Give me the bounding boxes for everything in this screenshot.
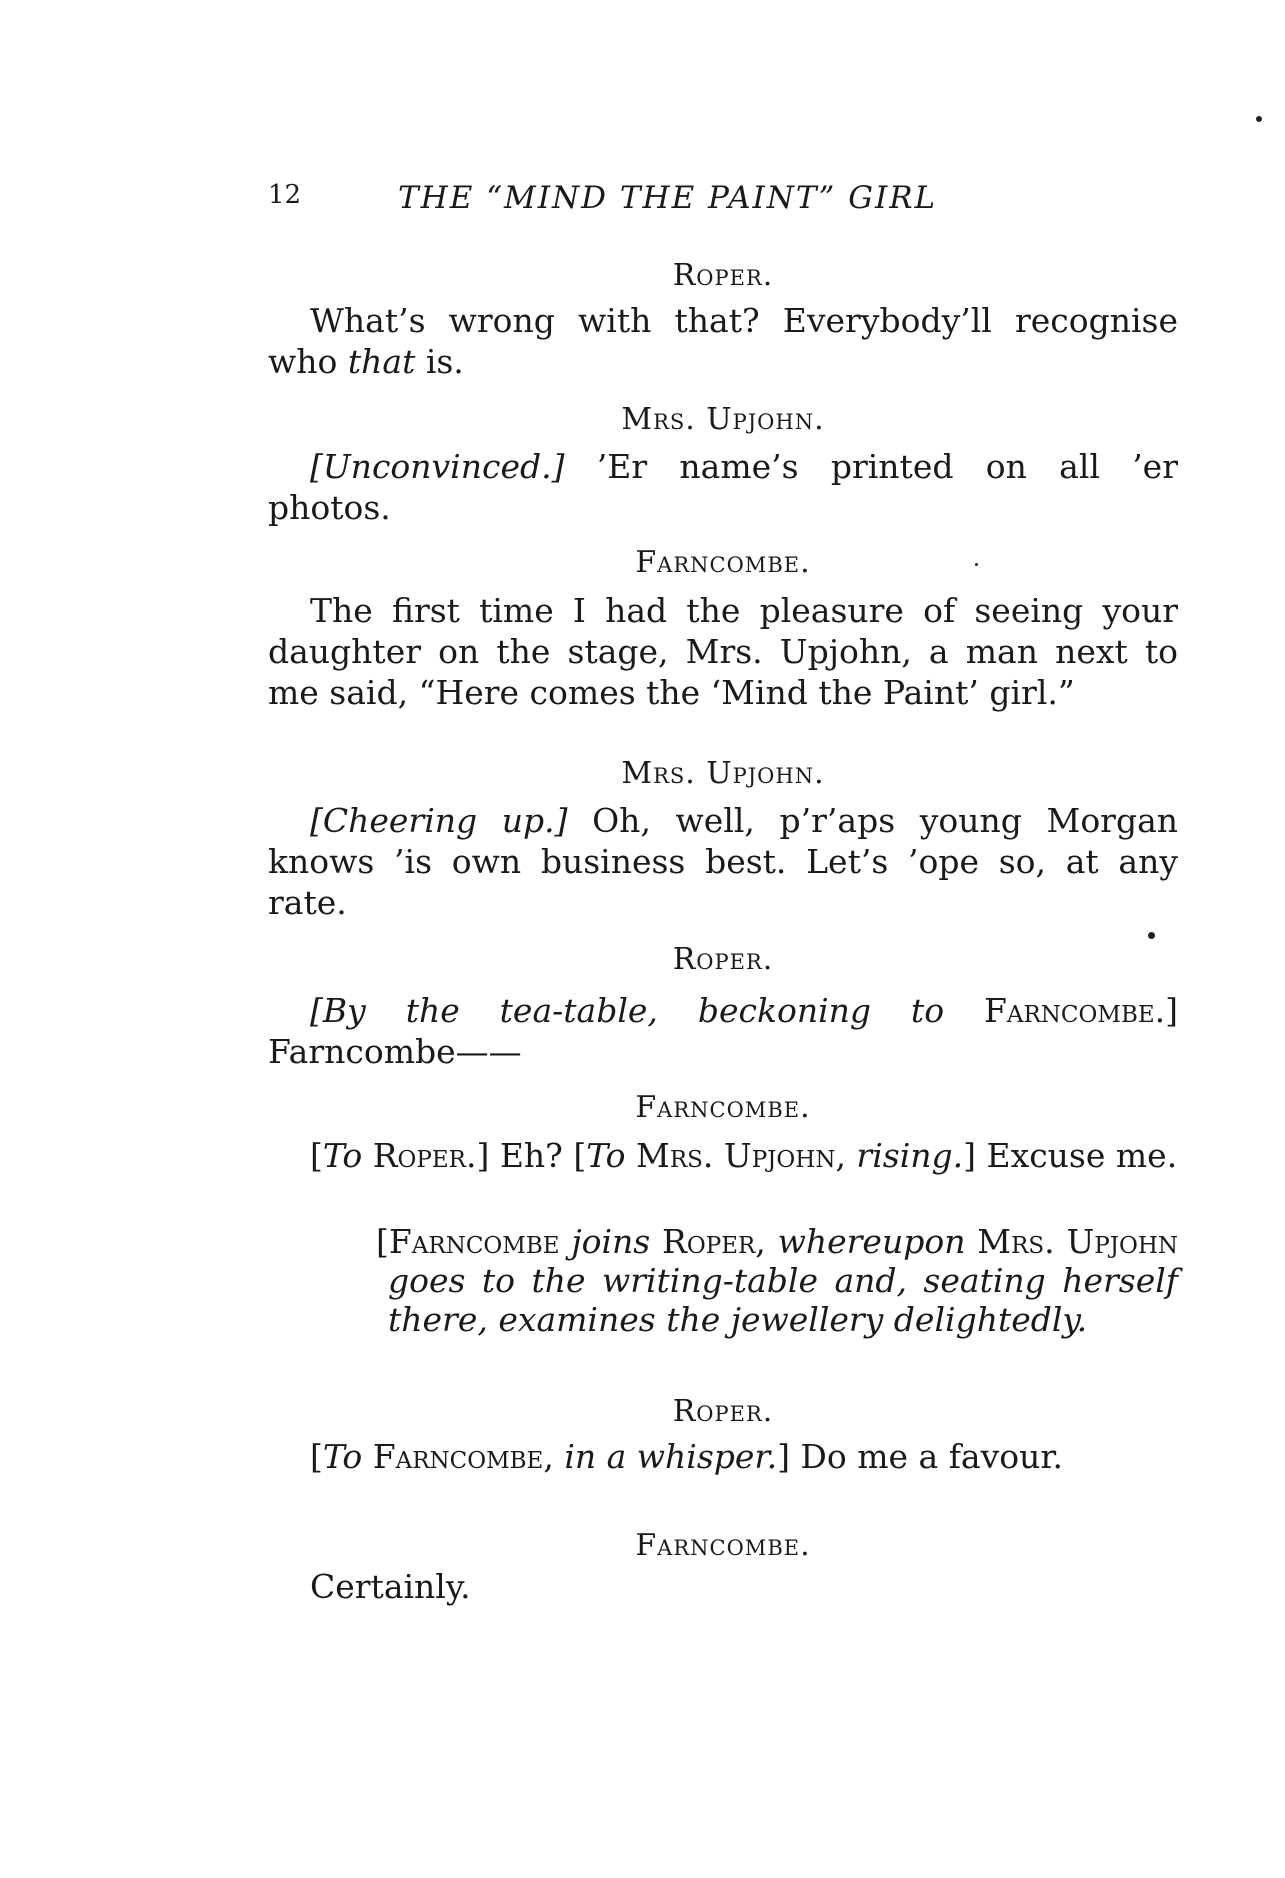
dialogue-line: [To Farncombe, in a whisper.] Do me a favour. (310, 1437, 1064, 1476)
ink-speck (1148, 932, 1155, 939)
speaker-label: Mrs. Upjohn. (621, 402, 825, 437)
speaker-label: Farncombe. (635, 545, 811, 580)
dialogue-line: [To Roper.] Eh? [To Mrs. Upjohn, rising.] Excuse me. (310, 1136, 1178, 1175)
dialogue-line: [By the tea-table, beckoning to Farncombe.] Farncombe—— (268, 991, 1178, 1071)
speaker-label: Farncombe. (635, 1528, 811, 1563)
speaker-label: Farncombe. (635, 1090, 811, 1125)
speaker-label: Roper. (672, 1394, 774, 1429)
speaker-label: Roper. (672, 258, 774, 293)
stage-direction: [Farncombe joins Roper, whereupon Mrs. Upjohn goes to the writing-table and, seating herself there, examines the jewellery delightedly. (376, 1222, 1179, 1339)
dialogue-line: Certainly. (310, 1567, 471, 1606)
ink-speck (975, 563, 978, 566)
ink-speck (1256, 116, 1262, 122)
dialogue-line: [Cheering up.] Oh, well, p’r’aps young Morgan knows ’is own business best. Let’s ’ope so, at any rate. (268, 801, 1179, 922)
dialogue-line: What’s wrong with that? Everybody’ll recognise who that is. (268, 301, 1178, 381)
speaker-label: Mrs. Upjohn. (621, 756, 825, 791)
dialogue-line: The first time I had the pleasure of seeing your daughter on the stage, Mrs. Upjohn, a man next to me said, “Here comes the ‘Mind the Paint’ girl.” (268, 591, 1178, 712)
page-header (268, 180, 1038, 220)
speaker-label: Roper. (672, 942, 774, 977)
dialogue-line: [Unconvinced.] ’Er name’s printed on all ’er photos. (268, 447, 1178, 527)
page-number: 12 (268, 180, 302, 210)
running-title: THE “MIND THE PAINT” GIRL (398, 180, 938, 216)
